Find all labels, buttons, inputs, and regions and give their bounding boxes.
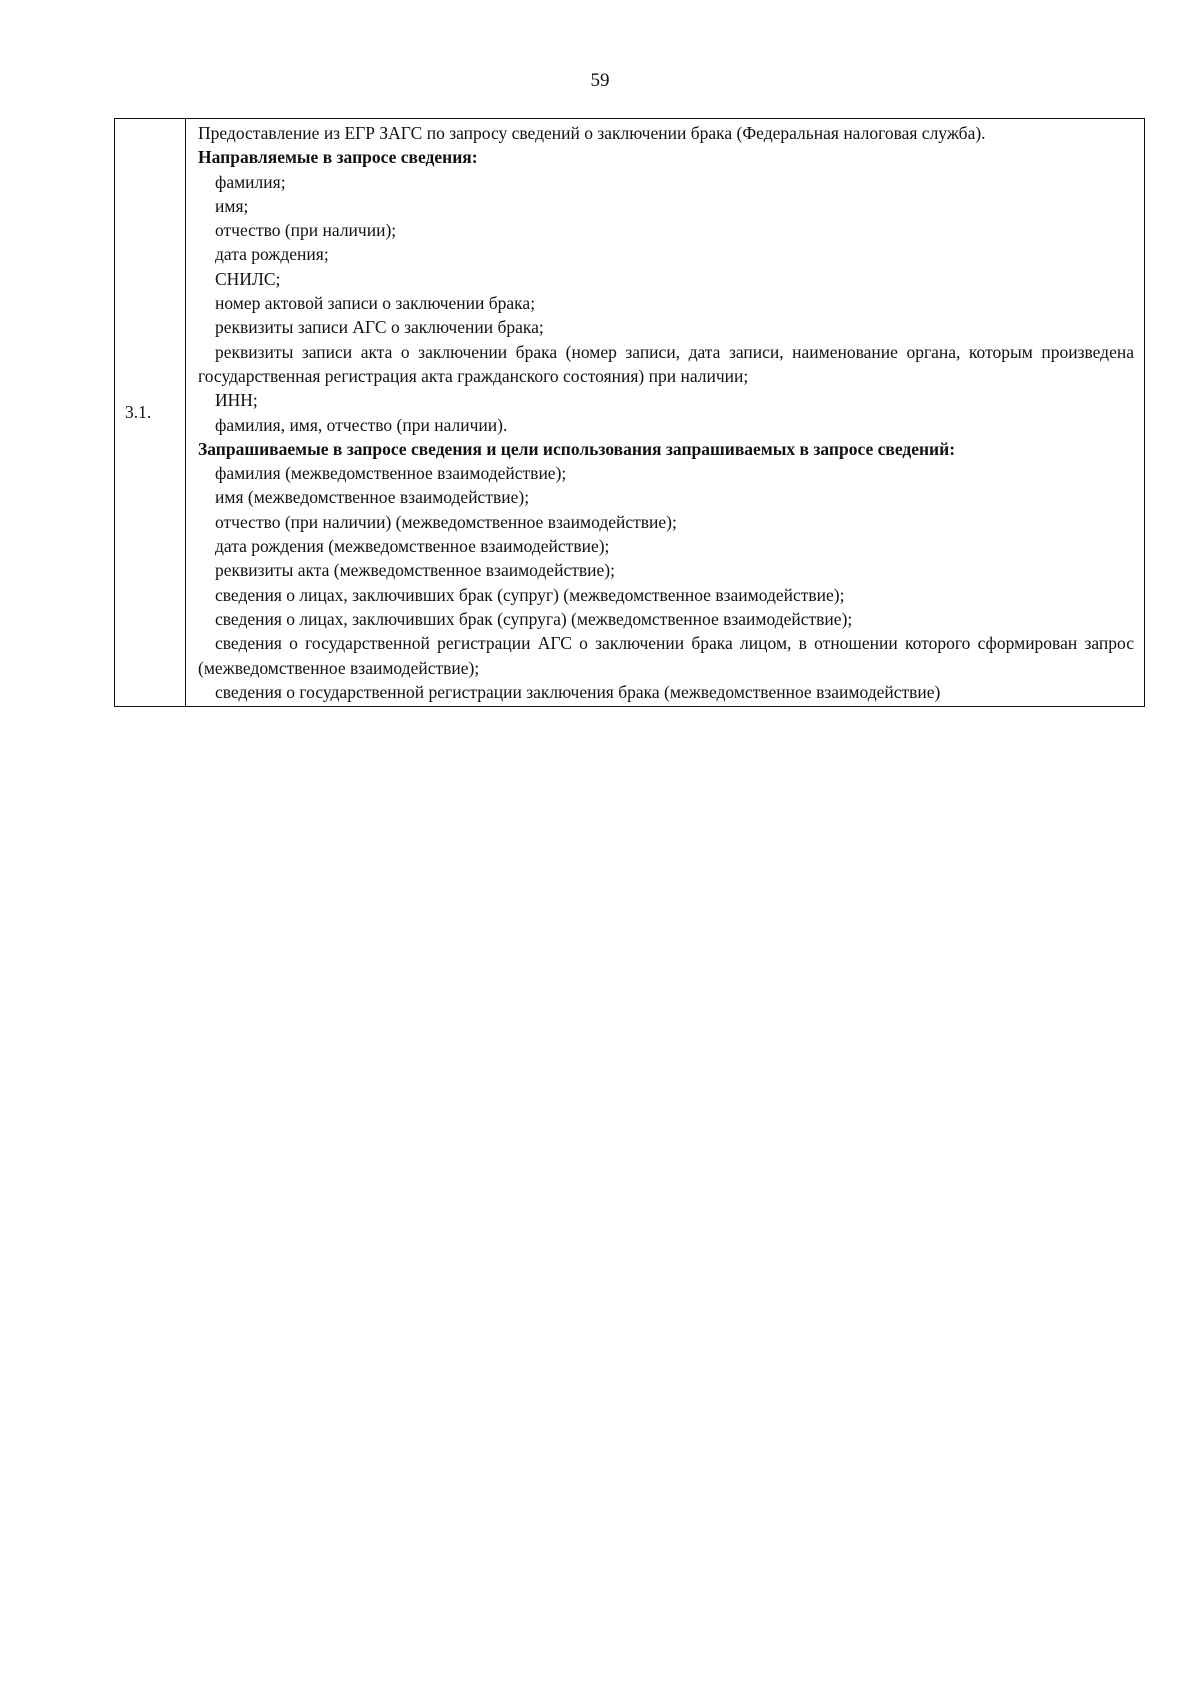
requested-item: имя (межведомственное взаимодействие); [215,487,530,508]
sent-item: фамилия, имя, отчество (при наличии). [215,414,508,435]
requested-item: отчество (при наличии) (межведомственное взаимодействие); [215,511,677,532]
requested-item: дата рождения (межведомственное взаимодействие); [215,536,610,557]
sent-item: реквизиты записи АГС о заключении брака; [215,317,544,338]
sent-heading: Направляемые в запросе сведения: [198,147,478,168]
sent-item: ИНН; [215,390,258,411]
requested-item: сведения о лицах, заключивших брак (супруга) (межведомственное взаимодействие); [215,608,853,629]
requested-heading: Запрашиваемые в запросе сведения и цели использования запрашиваемых в запросе сведений: [198,438,956,459]
row-number-cell [115,119,186,707]
row-content-cell [186,119,1145,707]
table-row [115,119,1145,707]
requested-item: сведения о лицах, заключивших брак (супруг) (межведомственное взаимодействие); [215,584,845,605]
sent-item: реквизиты записи акта о заключении брака (номер записи, дата записи, наименование органа, которым произведена государственная регистрация акта гражданского состояния) при наличии; [198,341,1134,386]
row-title: Предоставление из ЕГР ЗАГС по запросу сведений о заключении брака (Федеральная налоговая служба). [198,123,986,143]
sent-item: отчество (при наличии); [215,220,397,241]
sent-item: имя; [215,195,249,216]
requested-item: реквизиты акта (межведомственное взаимодействие); [215,560,615,581]
document-table [114,118,1145,707]
sent-item: дата рождения; [215,244,329,265]
sent-item: СНИЛС; [215,268,281,289]
requested-item: фамилия (межведомственное взаимодействие); [215,463,567,484]
row-number: 3.1. [125,402,152,423]
requested-item: сведения о государственной регистрации заключения брака (межведомственное взаимодействие) [215,681,941,702]
sent-item: фамилия; [215,171,286,192]
requested-item: сведения о государственной регистрации АГС о заключении брака лицом, в отношении которого сформирован запрос (межведомственное взаимодействие); [198,633,1134,678]
sent-item: номер актовой записи о заключении брака; [215,293,536,314]
page-number: 59 [590,70,610,91]
